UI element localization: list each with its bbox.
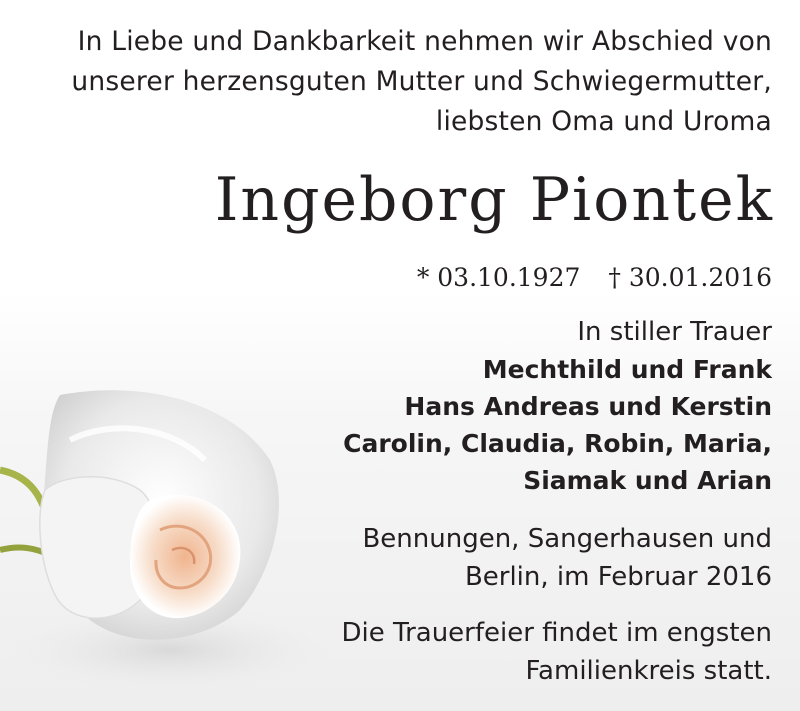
death-date: † 30.01.2016 — [608, 263, 772, 292]
mourner-line: Siamak und Arian — [523, 466, 772, 495]
funeral-notice — [342, 614, 773, 690]
place-and-date — [362, 520, 772, 596]
mourner-line: Carolin, Claudia, Robin, Maria, — [343, 429, 772, 458]
place-line-2: Berlin, im Februar 2016 — [464, 562, 772, 592]
intro-text — [71, 22, 772, 142]
life-dates — [417, 258, 772, 298]
white-rose-image — [0, 380, 330, 711]
birth-date: * 03.10.1927 — [416, 263, 581, 292]
mourner-line: Mechthild und Frank — [482, 355, 772, 384]
intro-line-1: In Liebe und Dankbarkeit nehmen wir Abschied von — [77, 26, 772, 57]
deceased-name: Ingeborg Piontek — [214, 165, 774, 235]
place-line-1: Bennungen, Sangerhausen und — [362, 524, 772, 554]
intro-line-3: liebsten Oma und Uroma — [435, 106, 772, 137]
mourners-block — [343, 314, 772, 499]
intro-line-2: unserer herzensguten Mutter und Schwiegermutter, — [71, 66, 772, 97]
funeral-line-2: Familienkreis statt. — [525, 656, 772, 686]
mourner-line: Hans Andreas und Kerstin — [404, 392, 772, 421]
mourning-lead: In stiller Trauer — [577, 317, 772, 347]
funeral-line-1: Die Trauerfeier findet im engsten — [341, 618, 772, 648]
